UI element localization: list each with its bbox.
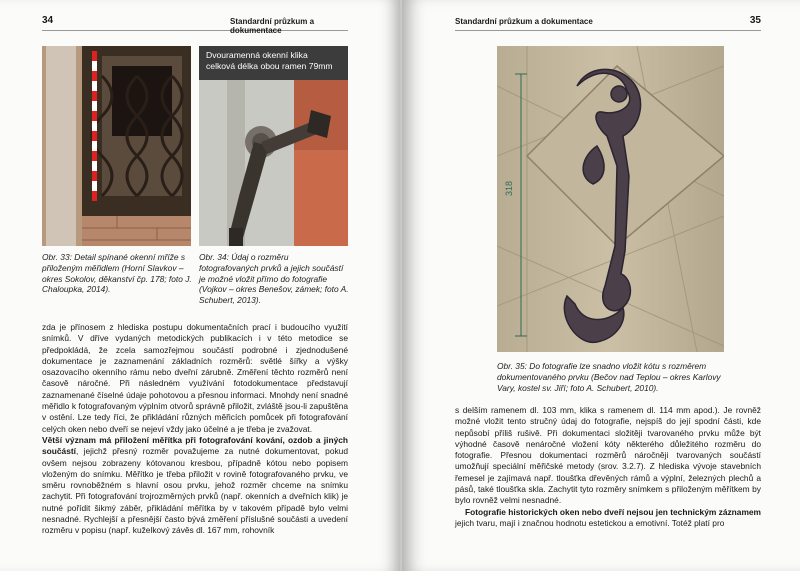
caption-fig-33: Obr. 33: Detail spínané okenní mříže s přiloženým měřidlem (Horní Slavkov – okres Sokolov, děkanství čp. 178; foto J. Chaloupka, 2014). <box>42 252 192 295</box>
paragraph-text: , jejichž přesný rozměr považujeme za nutné dokumentovat, pokud ovšem nejsou zobrazeny kótovanou kresbou, případně kótou nebo popisem vloženým do snímku. Měřítko je třeba přiložit v rovině fotografovaného prvku, ve směru rovnoběžném s hlavní osou prvku, jehož rozměr chceme na snímku zachytit. Při fotografování trojrozměrných prvků (např. okenních a dveřních klik) je nutné pořídit šikmý záběr, přikládání měřítka by v takovém případě bylo velmi nesnadné. Rychlejší a přesnější často bývá změření příslušné součásti a uvedení rozměru v popisu (např. kuželkový závěs dl. 167 mm, rohovník <box>42 446 348 536</box>
right-page <box>402 0 800 571</box>
emphasis: Fotografie historických oken nebo dveří nejsou jen technickým záznamem <box>465 506 761 517</box>
body-text <box>42 322 348 537</box>
running-header <box>42 12 348 35</box>
paragraph <box>42 435 348 537</box>
door-handle-image <box>497 46 724 352</box>
photo-window-grille <box>42 46 191 246</box>
paragraph: zda je přínosem z hlediska postupu dokumentačních prací i budoucího využití snímků. V dříve vydaných metodických publikacích i v této metodice se předpokládá, že zcela samozřejmou součástí podrobné i zjednodušené dokumentace je zaznamenání základních rozměrů: světlé šířky a výšky osazovacího okenního rámu nebo dveřní zárubně. Změření těchto rozměrů není časově náročné. Při následném využívání fotodokumentace představují zaznamenané číselné údaje pohotovou a přesnou informaci. Mnohdy není snadné měřidlo k fotografovaným výplním otvorů správně přiložit, zvláště jsou-li zapuštěna v ostění. Lze tedy říci, že přikládání různých měřicích pomůcek při fotografování celých oken nebo dveří se nejeví vždy jako účelné a je třeba je zvažovat. <box>42 322 348 434</box>
caption-fig-34: Obr. 34: Údaj o rozměru fotografovaných prvků a jejich součástí je možné vložit přímo do fotografie (Vojkov – okres Benešov, zámek; foto A. Schubert, 2013). <box>199 252 349 306</box>
photo-dimension-label <box>206 50 333 72</box>
running-title: Standardní průzkum a dokumentace <box>455 17 593 26</box>
window-handle-image <box>199 46 348 246</box>
paragraph: s delším ramenem dl. 103 mm, klika s ramenem dl. 114 mm apod.). Je rovněž možné vložit tento stručný údaj do fotografie, nejspíš do její spodní části, kde nepůsobí příliš rušivě. Při dokumentaci složitěji tvarovaného prvku může být výhodné časově nenáročné vložení kóty některého důležitého rozměru do fotografie. Přesnou dokumentaci rozměrů náročněji tvarovaných součástí umožňují speciální měřičské metody (srov. 3.2.7). Z hlediska vývoje stavebních řemesel je zajímavá např. tloušťka dřevěných rámů a výplní, železných plechů a pásů, také tloušťka skla. Zachytit tyto rozměry snímkem s přiloženým měřítkem by bylo rovněž velmi nesnadné. <box>455 405 761 506</box>
page-number: 34 <box>42 15 54 26</box>
photo-label-line: Dvouramenná okenní klika <box>206 50 308 60</box>
paragraph-text: jejich tvaru, mají i značnou hodnotu estetickou a emotivní. Totéž platí pro <box>455 517 725 528</box>
emphasis: Větší význam má přiložení měřítka při fotografování kování, ozdob a jiných součástí <box>42 434 348 457</box>
window-grille-image <box>42 46 191 246</box>
photo-window-handle <box>199 46 348 246</box>
photo-door-handle <box>497 46 724 352</box>
running-header <box>455 12 761 31</box>
dimension-label: 318 <box>504 180 514 196</box>
body-text <box>455 405 761 529</box>
page-number: 35 <box>749 15 761 26</box>
paragraph <box>455 507 761 530</box>
running-title: Standardní průzkum a dokumentace <box>230 17 315 35</box>
photo-label-line: celková délka obou ramen 79mm <box>206 61 333 71</box>
caption-fig-35: Obr. 35: Do fotografie lze snadno vložit kótu s rozměrem dokumentovaného prvku (Bečov nad Teplou – okres Karlovy Vary, kostel sv. Jiří; foto A. Schubert, 2010). <box>497 361 721 393</box>
